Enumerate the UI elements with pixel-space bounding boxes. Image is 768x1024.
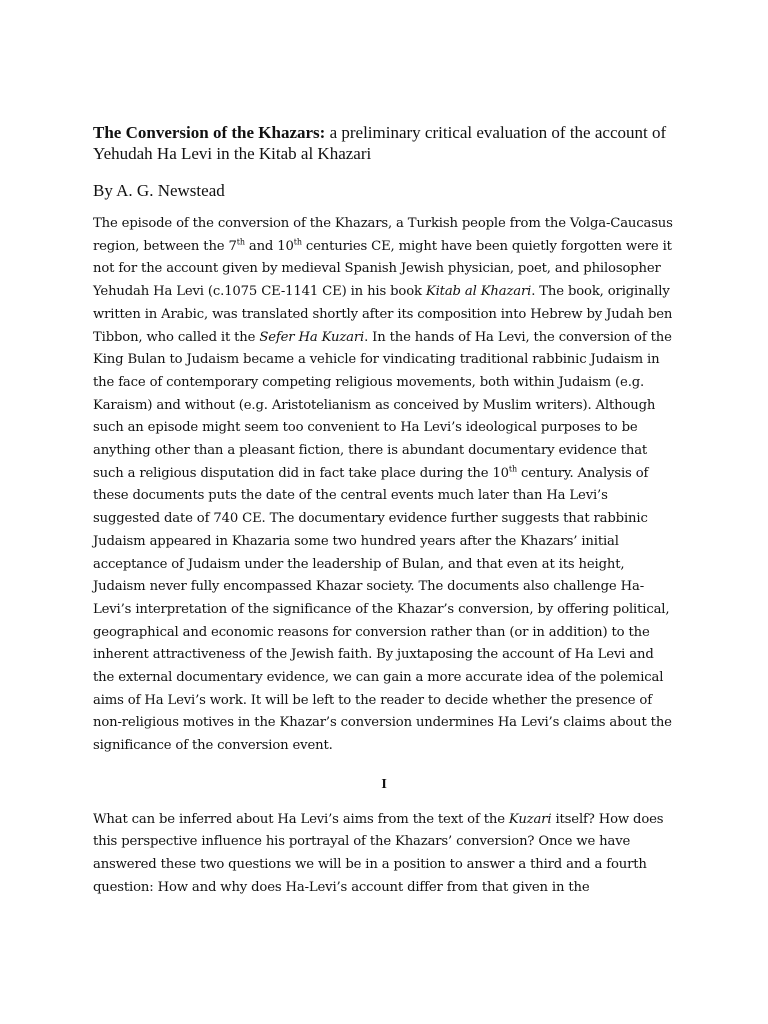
text-run: What can be inferred about Ha Levi’s aims from the text of the bbox=[93, 811, 509, 827]
section-heading: I bbox=[381, 776, 387, 792]
text-run: The episode of the conversion of the Khazars, a Turkish people from the Volga-Caucasus region, between the 7 bbox=[93, 216, 673, 254]
text-run: century. Analysis of these documents puts the date of the central events much later than Ha Levi’s suggested date of 740 CE. The documentary evidence further suggests that rabbinic Judaism appeared in Khazaria some two hundred years after the Khazars’ initial acceptance of Judaism under the leadership of Bulan, and that even at its height, Judaism never fully encompassed Khazar society. The documents also challenge Ha-Levi’s interpretation of the significance of the Khazar’s conversion, by offering political, geographical and economic reasons for conversion rather than (or in addition) to the inherent attractiveness of the Jewish faith. By juxtaposing the account of Ha Levi and the external documentary evidence, we can gain a more accurate idea of the polemical aims of Ha Levi’s work. It will be left to the reader to decide whether the presence of non-religious motives in the Khazar’s conversion undermines Ha Levi’s claims about the significance of the conversion event. bbox=[93, 465, 672, 754]
text-run: itself? How does this perspective influence his portrayal of the Khazars’ conversion? Once we have answered these two questions we will be in a position to answer a third and a fourth question: How and why does Ha-Levi’s account differ from that given in the bbox=[93, 811, 664, 895]
body-text bbox=[93, 213, 675, 899]
text-run: and 10 bbox=[244, 238, 294, 254]
title-subtitle: a preliminary critical evaluation of the account of Yehudah Ha Levi in the Kitab al Khazari bbox=[93, 123, 667, 163]
book-title-italic: Kuzari bbox=[508, 811, 552, 827]
superscript: th bbox=[508, 464, 517, 474]
text-run: . The book, originally written in Arabic, was translated shortly after its composition into Hebrew by Judah ben Tibbon, who called it the bbox=[93, 284, 673, 345]
book-title-italic: Sefer Ha Kuzari bbox=[259, 329, 365, 345]
paragraph-section-1 bbox=[93, 809, 675, 900]
book-title-italic: Kitab al Khazari bbox=[425, 284, 532, 300]
document-title bbox=[93, 122, 675, 164]
text-run: centuries CE, might have been quietly forgotten were it not for the account given by medieval Spanish Jewish physician, poet, and philosopher Yehudah Ha Levi (c.1075 CE-1141 CE) in his book bbox=[93, 238, 672, 300]
superscript: th bbox=[293, 237, 302, 247]
author-byline: By A. G. Newstead bbox=[93, 181, 225, 200]
paragraph-intro bbox=[93, 213, 675, 758]
text-run: . In the hands of Ha Levi, the conversion of the King Bulan to Judaism became a vehicle for vindicating traditional rabbinic Judaism in the face of contemporary competing religious movements, both within Judaism (e.g. Karaism) and without (e.g. Aristotelianism as conceived by Muslim writers). Although such an episode might seem too convenient to Ha Levi’s ideological purposes to be anything other than a pleasant fiction, there is abundant documentary evidence that such a religious disputation did in fact take place during the 10 bbox=[93, 329, 672, 481]
document-page bbox=[93, 122, 675, 899]
superscript: th bbox=[236, 237, 245, 247]
title-main: The Conversion of the Khazars: bbox=[93, 123, 326, 142]
